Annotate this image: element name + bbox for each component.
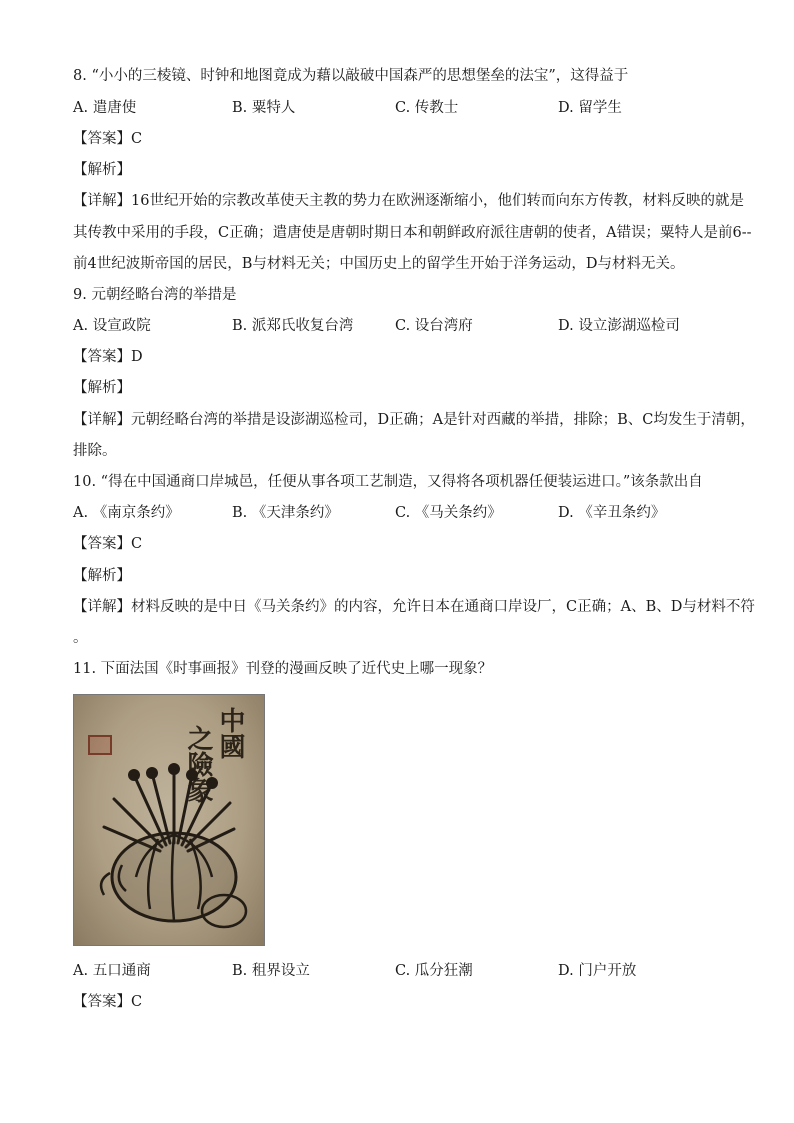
- answer-label: 【答案】: [73, 994, 131, 1010]
- option-a: A. 遣唐使: [73, 100, 137, 116]
- option-b: B. 粟特人: [232, 100, 296, 116]
- answer-label: 【答案】: [73, 349, 131, 365]
- option-a: A. 设宣政院: [73, 318, 151, 334]
- question-8-options: [73, 98, 733, 118]
- detail-text: 排除。: [73, 443, 117, 459]
- detail-text: 前4世纪波斯帝国的居民，B与材料无关；中国历史上的留学生开始于洋务运动，D与材料无关。: [73, 256, 685, 272]
- detail-line: [73, 191, 744, 211]
- answer-line: [73, 129, 733, 149]
- detail-line: [73, 410, 755, 430]
- answer-value: C: [131, 536, 143, 552]
- option-d: D. 门户开放: [558, 963, 637, 979]
- option-b: B. 《天津条约》: [232, 505, 339, 521]
- detail-text: 16世纪开始的宗教改革使天主教的势力在欧洲逐渐缩小，他们转而向东方传教，材料反映的就是: [131, 193, 744, 209]
- melon-with-knives-drawing: [74, 695, 264, 945]
- answer-value: D: [131, 349, 143, 365]
- option-c: C. 《马关条约》: [395, 505, 502, 521]
- detail-text: 。: [73, 630, 88, 646]
- answer-line: [73, 992, 733, 1012]
- option-c: C. 瓜分狂潮: [395, 963, 473, 979]
- question-9-stem: 9. 元朝经略台湾的举措是: [73, 287, 237, 303]
- detail-text: 元朝经略台湾的举措是设澎湖巡检司，D正确；A是针对西藏的举措，排除；B、C均发生于清朝，: [131, 412, 755, 428]
- question-11-options: [73, 961, 733, 981]
- analysis-label: 【解析】: [73, 380, 131, 396]
- cartoon-image: [73, 694, 265, 946]
- question-9-options: [73, 316, 733, 336]
- answer-label: 【答案】: [73, 131, 131, 147]
- option-c: C. 传教士: [395, 100, 459, 116]
- option-c: C. 设台湾府: [395, 318, 473, 334]
- detail-label: 【详解】: [73, 599, 131, 615]
- detail-line: [73, 597, 755, 617]
- question-10-options: [73, 503, 733, 523]
- analysis-label: 【解析】: [73, 162, 131, 178]
- answer-value: C: [131, 994, 143, 1010]
- option-a: A. 《南京条约》: [73, 505, 180, 521]
- option-b: B. 租界设立: [232, 963, 310, 979]
- answer-line: [73, 534, 733, 554]
- detail-label: 【详解】: [73, 193, 131, 209]
- answer-label: 【答案】: [73, 536, 131, 552]
- question-11-stem: 11. 下面法国《时事画报》刊登的漫画反映了近代史上哪一现象？: [73, 661, 493, 677]
- option-d: D. 设立澎湖巡检司: [558, 318, 680, 334]
- analysis-label: 【解析】: [73, 568, 131, 584]
- detail-label: 【详解】: [73, 412, 131, 428]
- option-a: A. 五口通商: [73, 963, 151, 979]
- answer-line: [73, 347, 733, 367]
- option-d: D. 留学生: [558, 100, 622, 116]
- detail-text: 其传教中采用的手段，C正确；遣唐使是唐朝时期日本和朝鲜政府派往唐朝的使者，A错误；粟特人是前6--: [73, 225, 752, 241]
- option-d: D. 《辛丑条约》: [558, 505, 666, 521]
- question-8-stem: 8. “小小的三棱镜、时钟和地图竟成为藉以敲破中国森严的思想堡垒的法宝”，这得益于: [73, 68, 629, 84]
- question-10-stem: 10. “得在中国通商口岸城邑，任便从事各项工艺制造，又得将各项机器任便装运进口。”该条款出自: [73, 474, 703, 490]
- detail-text: 材料反映的是中日《马关条约》的内容，允许日本在通商口岸设厂，C正确；A、B、D与材料不符: [131, 599, 755, 615]
- option-b: B. 派郑氏收复台湾: [232, 318, 354, 334]
- answer-value: C: [131, 131, 143, 147]
